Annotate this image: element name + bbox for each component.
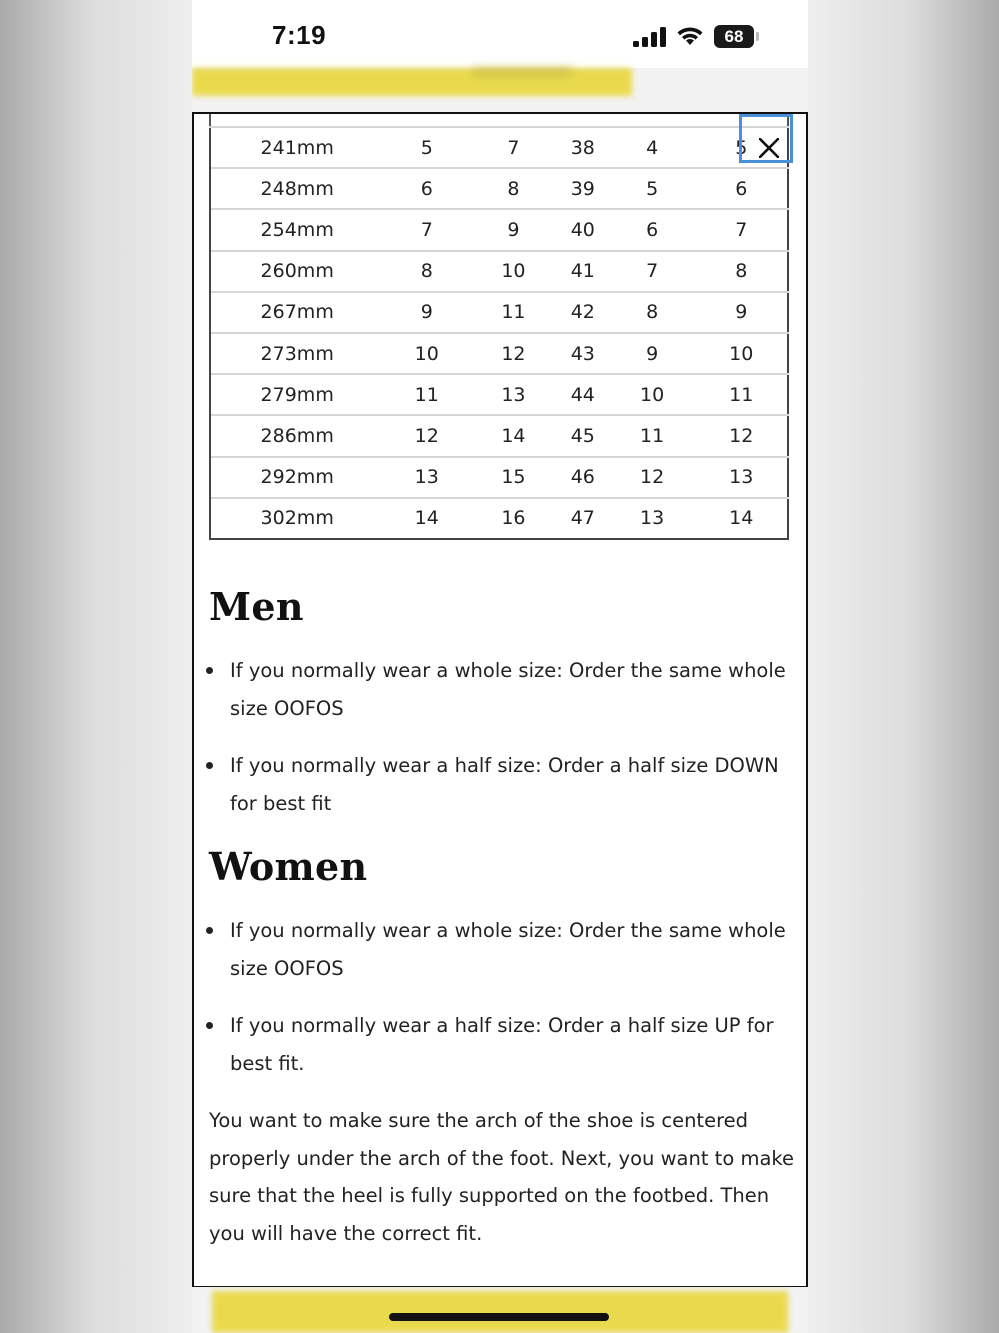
table-cell: 260mm [210,251,383,292]
table-cell: 254mm [210,209,383,250]
table-cell: 6 [695,168,788,209]
table-row [210,251,788,292]
table-cell: 10 [383,333,470,374]
table-cell: 14 [695,498,788,539]
table-cell: 42 [557,292,609,333]
fit-guidance [209,584,799,1252]
table-cell: 273mm [210,333,383,374]
table-cell: 47 [557,498,609,539]
table-cell: 10 [609,374,696,415]
page-header-blurred [192,68,808,114]
table-cell: 9 [695,292,788,333]
table-row [210,415,788,456]
table-cell: 10 [470,251,557,292]
cellular-signal-icon [633,27,667,47]
table-cell: 6 [383,168,470,209]
close-icon [759,138,779,158]
home-indicator[interactable] [389,1313,609,1321]
table-cell: 241mm [210,127,383,168]
table-cell: 44 [557,374,609,415]
table-cell: 12 [695,415,788,456]
list-item: If you normally wear a half size: Order a half size UP for best fit. [209,1007,799,1082]
table-cell: 7 [470,127,557,168]
battery-icon [714,25,760,48]
women-list [209,912,799,1082]
table-row [210,498,788,539]
size-guide-modal [192,112,808,1288]
table-cell: 45 [557,415,609,456]
header-blurred-text [472,68,572,76]
table-cell: 7 [609,251,696,292]
list-item: If you normally wear a whole size: Order the same whole size OOFOS [209,652,799,727]
men-heading: Men [209,584,304,629]
table-row [210,127,788,168]
table-cell: 9 [470,209,557,250]
table-cell: 7 [695,209,788,250]
table-cell: 46 [557,457,609,498]
table-cell: 13 [609,498,696,539]
table-cell: 5 [609,168,696,209]
table-cell: 5 [695,127,788,168]
wifi-icon [676,25,704,47]
table-cell: 14 [470,415,557,456]
table-cell: 41 [557,251,609,292]
table-cell: 8 [383,251,470,292]
table-cell: 279mm [210,374,383,415]
table-cell: 16 [470,498,557,539]
table-cell: 38 [557,127,609,168]
table-cell: 13 [383,457,470,498]
footer-yellow-band [212,1291,788,1333]
table-cell: 11 [383,374,470,415]
table-top-edge [209,114,789,126]
table-cell: 43 [557,333,609,374]
women-heading: Women [209,844,368,889]
size-chart-table [209,126,789,540]
table-cell: 8 [695,251,788,292]
table-cell: 13 [470,374,557,415]
table-cell: 286mm [210,415,383,456]
table-cell: 12 [470,333,557,374]
table-cell: 7 [383,209,470,250]
men-list [209,652,799,822]
table-cell: 39 [557,168,609,209]
table-cell: 8 [609,292,696,333]
table-row [210,209,788,250]
fit-note-paragraph: You want to make sure the arch of the shoe is centered properly under the arch of the foot. Next, you want to make sure that the heel is fully supported on the footbed. Then you will have the correct fit. [209,1109,794,1245]
table-cell: 14 [383,498,470,539]
table-cell: 9 [383,292,470,333]
table-cell: 12 [383,415,470,456]
status-time: 7:19 [272,20,327,50]
close-button[interactable] [739,114,793,163]
table-cell: 13 [695,457,788,498]
list-item: If you normally wear a whole size: Order the same whole size OOFOS [209,912,799,987]
table-row [210,457,788,498]
table-cell: 267mm [210,292,383,333]
table-row [210,333,788,374]
list-item: If you normally wear a half size: Order a half size DOWN for best fit [209,747,799,822]
battery-level: 68 [714,25,754,48]
table-cell: 292mm [210,457,383,498]
table-cell: 248mm [210,168,383,209]
table-cell: 11 [695,374,788,415]
table-cell: 11 [470,292,557,333]
table-cell: 6 [609,209,696,250]
table-row [210,168,788,209]
table-cell: 9 [609,333,696,374]
table-row [210,374,788,415]
table-cell: 302mm [210,498,383,539]
table-cell: 40 [557,209,609,250]
table-cell: 4 [609,127,696,168]
page-footer-blurred [192,1287,808,1333]
table-cell: 11 [609,415,696,456]
status-bar [192,0,808,68]
battery-tip [756,32,759,41]
table-cell: 10 [695,333,788,374]
table-cell: 8 [470,168,557,209]
table-cell: 12 [609,457,696,498]
table-cell: 15 [470,457,557,498]
table-cell: 5 [383,127,470,168]
table-row [210,292,788,333]
phone-screen [192,0,808,1333]
